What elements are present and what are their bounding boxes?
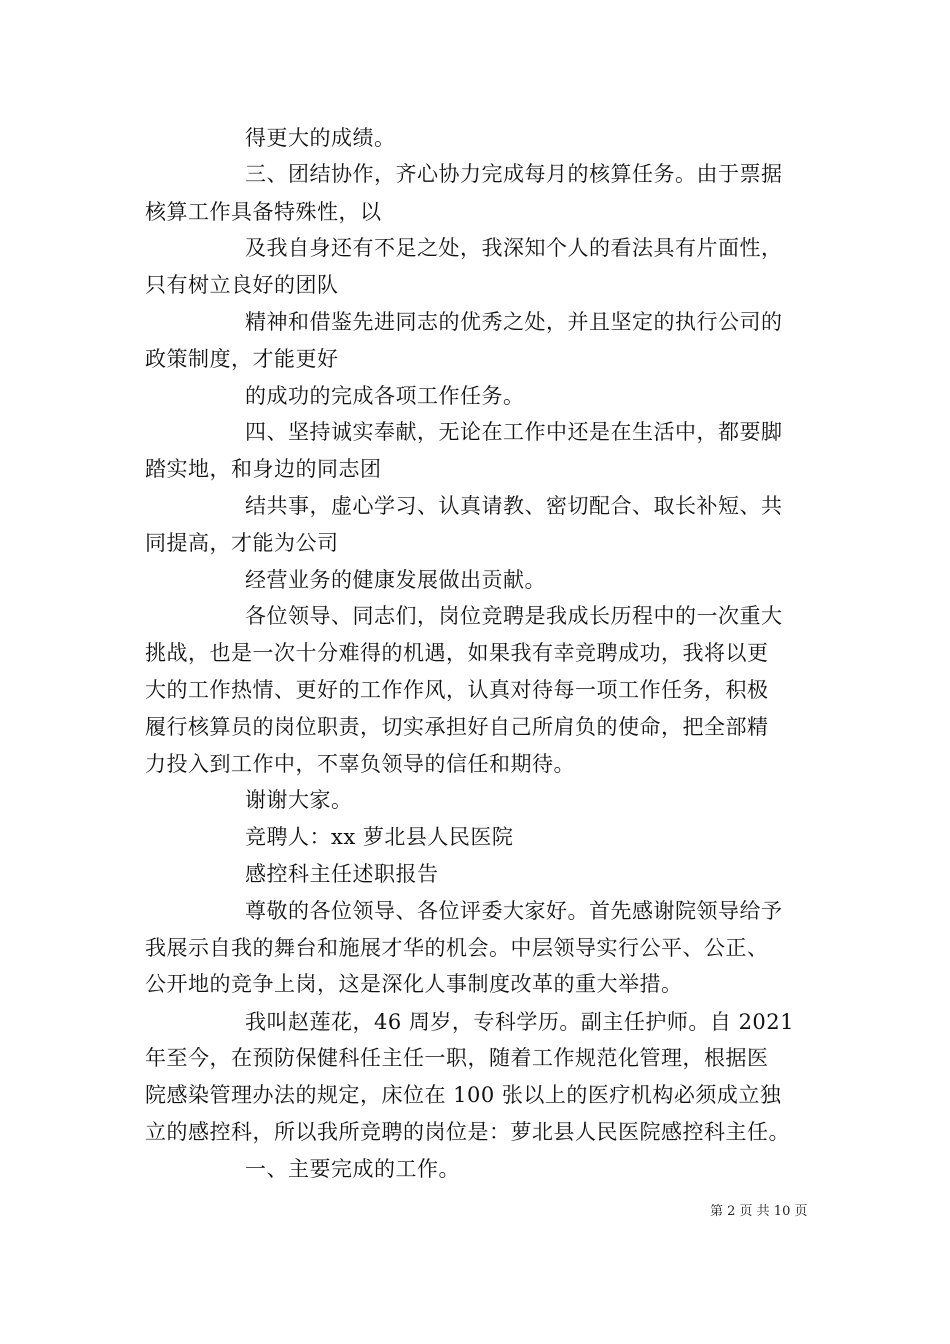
text-line: 踏实地，和身边的同志团 [145,457,382,481]
text-line: 三、团结协作，齐心协力完成每月的核算任务。由于票据 [245,162,783,186]
text-line: 年至今，在预防保健科任主任一职，随着工作规范化管理，根据医 [145,1046,769,1070]
text-line: 得更大的成绩。 [245,126,396,150]
text-line: 谢谢大家。 [245,788,353,812]
text-line: 我叫赵莲花，46 周岁，专科学历。副主任护师。自 2021 [245,1010,795,1034]
text-line: 立的感控科，所以我所竞聘的岗位是：萝北县人民医院感控科主任。 [145,1120,790,1144]
text-line: 感控科主任述职报告 [245,862,439,886]
text-line: 尊敬的各位领导、各位评委大家好。首先感谢院领导给予 [245,899,783,923]
text-line: 各位领导、同志们，岗位竞聘是我成长历程中的一次重大 [245,604,783,628]
page-number-footer: 第 2 页 共 10 页 [710,1204,808,1219]
text-line: 四、坚持诚实奉献，无论在工作中还是在生活中，都要脚 [245,420,783,444]
text-line: 力投入到工作中，不辜负领导的信任和期待。 [145,752,575,776]
text-line: 一、主要完成的工作。 [245,1157,460,1181]
text-line: 及我自身还有不足之处，我深知个人的看法具有片面性， [245,236,783,260]
text-line: 公开地的竞争上岗，这是深化人事制度改革的重大举措。 [145,972,683,996]
text-line: 精神和借鉴先进同志的优秀之处，并且坚定的执行公司的 [245,310,783,334]
text-line: 履行核算员的岗位职责，切实承担好自己所肩负的使命，把全部精 [145,715,769,739]
text-line: 政策制度，才能更好 [145,347,339,371]
text-line: 同提高，才能为公司 [145,531,339,555]
text-line: 挑战，也是一次十分难得的机遇，如果我有幸竞聘成功，我将以更 [145,641,769,665]
text-line: 结共事，虚心学习、认真请教、密切配合、取长补短、共 [245,494,783,518]
text-line: 院感染管理办法的规定，床位在 100 张以上的医疗机构必须成立独 [145,1083,782,1107]
text-line: 竞聘人：xx 萝北县人民医院 [245,825,514,849]
text-line: 我展示自我的舞台和施展才华的机会。中层领导实行公平、公正、 [145,936,769,960]
text-line: 核算工作具备特殊性，以 [145,200,382,224]
text-line: 只有树立良好的团队 [145,273,339,297]
text-line: 经营业务的健康发展做出贡献。 [245,568,546,592]
text-line: 大的工作热情、更好的工作作风，认真对待每一项工作任务，积极 [145,678,769,702]
text-line: 的成功的完成各项工作任务。 [245,384,525,408]
